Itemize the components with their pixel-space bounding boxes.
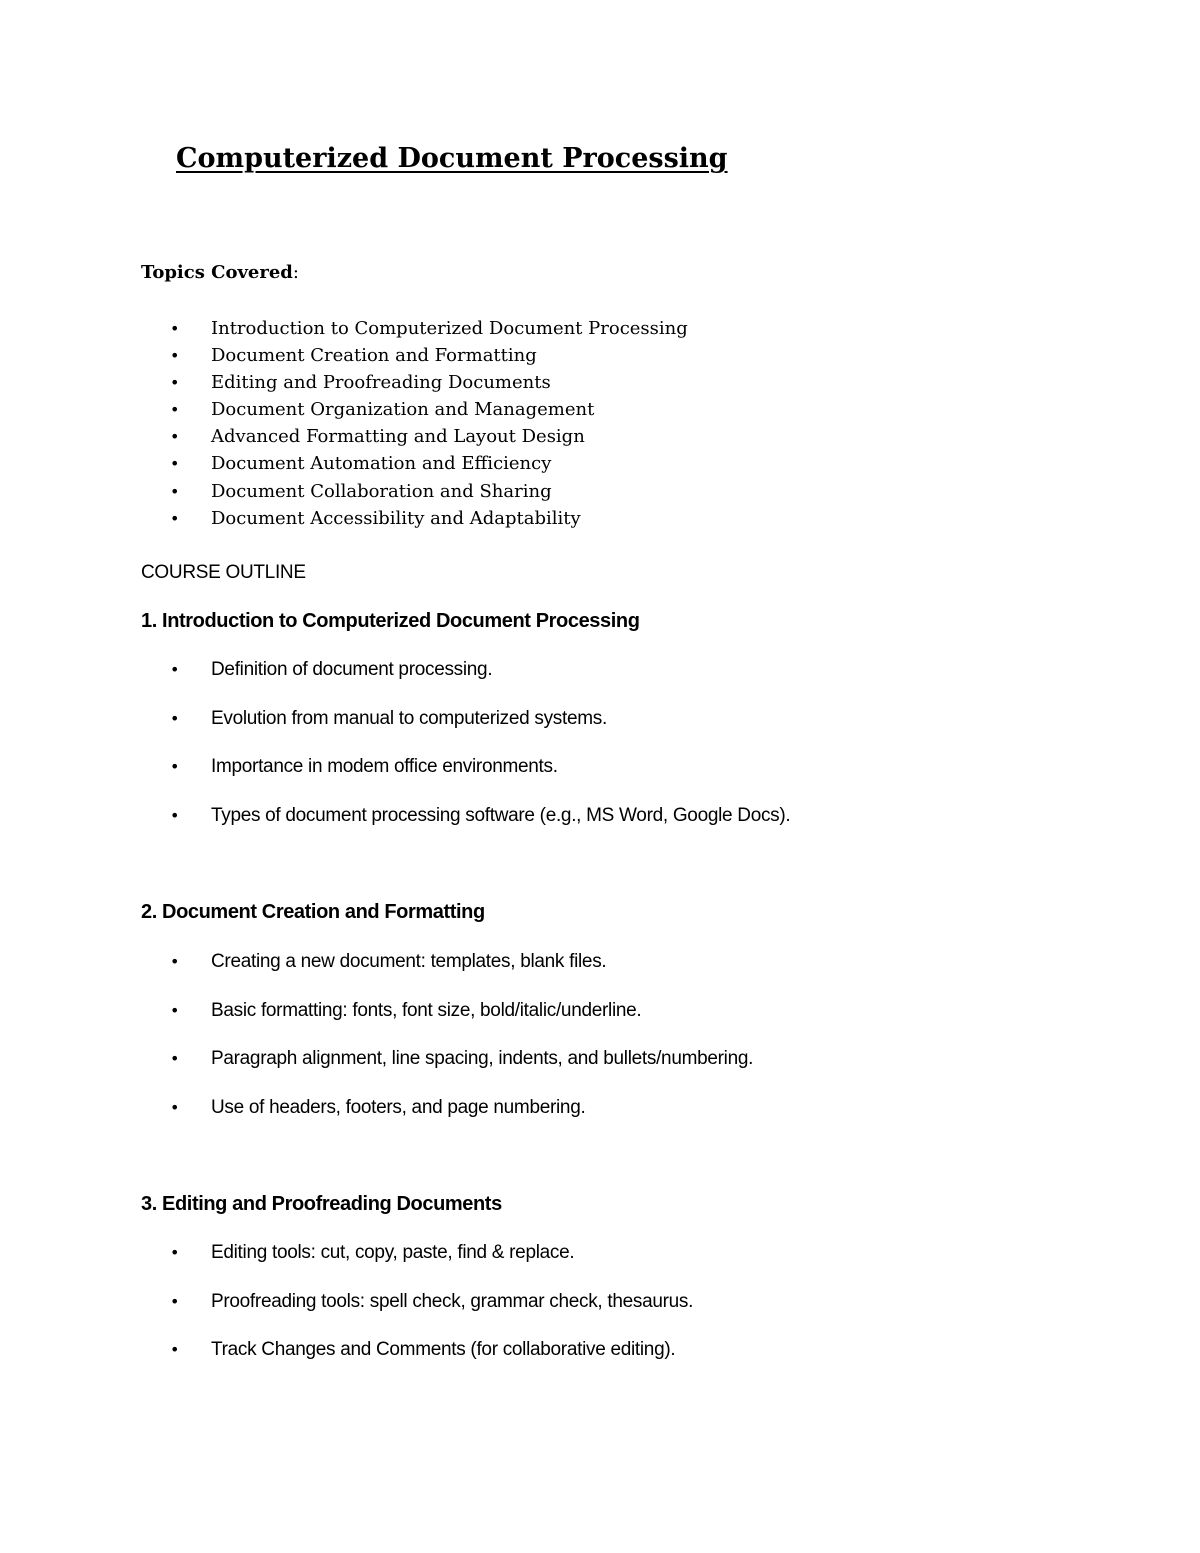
topics-covered-text: Topics Covered	[141, 262, 293, 283]
section-3-list	[170, 1239, 693, 1385]
list-item-text: Basic formatting: fonts, font size, bold/italic/underline.	[211, 999, 642, 1021]
list-item	[170, 1045, 753, 1094]
bullet-icon: •	[170, 1243, 180, 1262]
list-item-text: Evolution from manual to computerized systems.	[211, 707, 607, 729]
bullet-icon: •	[170, 481, 180, 501]
list-item	[170, 478, 688, 505]
bullet-icon: •	[170, 373, 180, 393]
list-item-text: Proofreading tools: spell check, grammar check, thesaurus.	[211, 1290, 694, 1312]
list-item-text: Document Organization and Management	[211, 399, 595, 421]
bullet-icon: •	[170, 508, 180, 528]
bullet-icon: •	[170, 708, 180, 728]
topics-list	[170, 315, 688, 532]
bullet-icon: •	[170, 346, 180, 366]
list-item	[170, 1336, 693, 1385]
bullet-icon: •	[170, 319, 180, 338]
list-item	[170, 450, 688, 477]
list-item	[170, 396, 688, 423]
section-2-list	[170, 948, 753, 1142]
list-item	[170, 705, 790, 754]
bullet-icon: •	[170, 805, 180, 825]
topics-covered-label	[141, 258, 299, 288]
bullet-icon: •	[170, 757, 180, 776]
bullet-icon: •	[170, 1049, 180, 1068]
bullet-icon: •	[170, 1340, 180, 1359]
bullet-icon: •	[170, 952, 180, 971]
section-heading-1: 1. Introduction to Computerized Document Processing	[141, 610, 640, 632]
list-item-text: Use of headers, footers, and page numbering.	[211, 1096, 586, 1118]
list-item-text: Editing and Proofreading Documents	[211, 372, 551, 394]
list-item-text: Importance in modem office environments.	[211, 756, 558, 777]
list-item-text: Document Collaboration and Sharing	[211, 480, 552, 502]
course-outline-label: COURSE OUTLINE	[141, 562, 306, 583]
bullet-icon: •	[170, 427, 180, 447]
list-item-text: Paragraph alignment, line spacing, indents, and bullets/numbering.	[211, 1048, 754, 1069]
list-item	[170, 948, 753, 997]
list-item	[170, 505, 688, 532]
bullet-icon: •	[170, 454, 180, 474]
document-title: Computerized Document Processing	[176, 143, 728, 174]
list-item	[170, 315, 688, 342]
list-item-text: Track Changes and Comments (for collaborative editing).	[211, 1339, 676, 1360]
bullet-icon: •	[170, 660, 180, 679]
section-heading-3: 3. Editing and Proofreading Documents	[141, 1193, 502, 1215]
list-item	[170, 1239, 693, 1288]
list-item	[170, 1288, 693, 1337]
bullet-icon: •	[170, 400, 180, 420]
list-item-text: Document Creation and Formatting	[211, 345, 537, 367]
list-item	[170, 1094, 753, 1143]
topics-covered-colon: :	[292, 262, 299, 283]
section-heading-2: 2. Document Creation and Formatting	[141, 901, 485, 923]
list-item	[170, 656, 790, 705]
list-item	[170, 997, 753, 1046]
list-item	[170, 753, 790, 802]
list-item-text: Definition of document processing.	[211, 659, 493, 680]
list-item	[170, 369, 688, 396]
list-item-text: Types of document processing software (e.g., MS Word, Google Docs).	[211, 804, 791, 826]
bullet-icon: •	[170, 1000, 180, 1020]
list-item-text: Editing tools: cut, copy, paste, find & replace.	[211, 1242, 575, 1263]
list-item	[170, 423, 688, 450]
list-item-text: Document Automation and Efficiency	[211, 453, 552, 475]
list-item-text: Introduction to Computerized Document Processing	[211, 318, 688, 339]
list-item-text: Document Accessibility and Adaptability	[211, 507, 581, 529]
list-item-text: Creating a new document: templates, blank files.	[211, 951, 607, 972]
bullet-icon: •	[170, 1097, 180, 1117]
bullet-icon: •	[170, 1291, 180, 1311]
list-item	[170, 802, 790, 851]
list-item	[170, 342, 688, 369]
list-item-text: Advanced Formatting and Layout Design	[211, 426, 585, 448]
section-1-list	[170, 656, 790, 850]
